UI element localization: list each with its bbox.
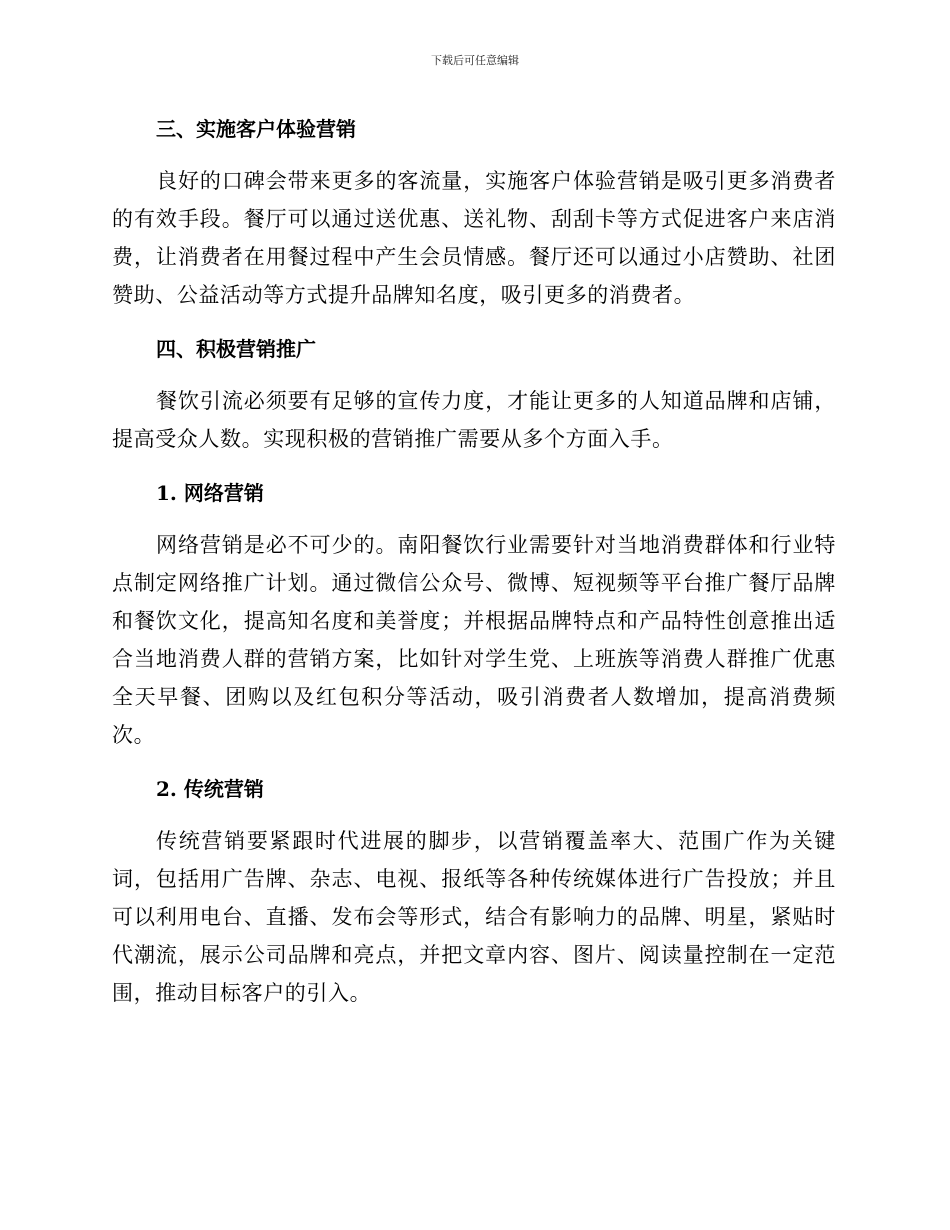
subsection-paragraph-online-marketing: 网络营销是必不可少的。南阳餐饮行业需要针对当地消费群体和行业特点制定网络推广计划。通过微信公众号、微博、短视频等平台推广餐厅品牌和餐饮文化，提高知名度和美誉度；并根据品牌特点和产品特性创意推出适合当地消费人群的营销方案，比如针对学生党、上班族等消费人群推广优惠全天早餐、团购以及红包积分等活动，吸引消费者人数增加，提高消费频次。	[112, 533, 836, 747]
subsection-heading-online-marketing: 1. 网络营销	[156, 481, 264, 505]
page-header: 下载后可任意编辑	[431, 54, 519, 67]
section-heading-active-promotion: 四、积极营销推广	[156, 337, 316, 361]
subsection-heading-traditional-marketing: 2. 传统营销	[156, 777, 264, 801]
section-paragraph-active-promotion: 餐饮引流必须要有足够的宣传力度，才能让更多的人知道品牌和店铺，提高受众人数。实现积极的营销推广需要从多个方面入手。	[112, 389, 836, 451]
section-paragraph-experience-marketing: 良好的口碑会带来更多的客流量，实施客户体验营销是吸引更多消费者的有效手段。餐厅可以通过送优惠、送礼物、刮刮卡等方式促进客户来店消费，让消费者在用餐过程中产生会员情感。餐厅还可以通过小店赞助、社团赞助、公益活动等方式提升品牌知名度，吸引更多的消费者。	[112, 169, 836, 307]
section-heading-experience-marketing: 三、实施客户体验营销	[156, 117, 356, 141]
document-body	[112, 110, 836, 1012]
subsection-paragraph-traditional-marketing: 传统营销要紧跟时代进展的脚步，以营销覆盖率大、范围广作为关键词，包括用广告牌、杂志、电视、报纸等各种传统媒体进行广告投放；并且可以利用电台、直播、发布会等形式，结合有影响力的品牌、明星，紧贴时代潮流，展示公司品牌和亮点，并把文章内容、图片、阅读量控制在一定范围，推动目标客户的引入。	[112, 829, 836, 1005]
